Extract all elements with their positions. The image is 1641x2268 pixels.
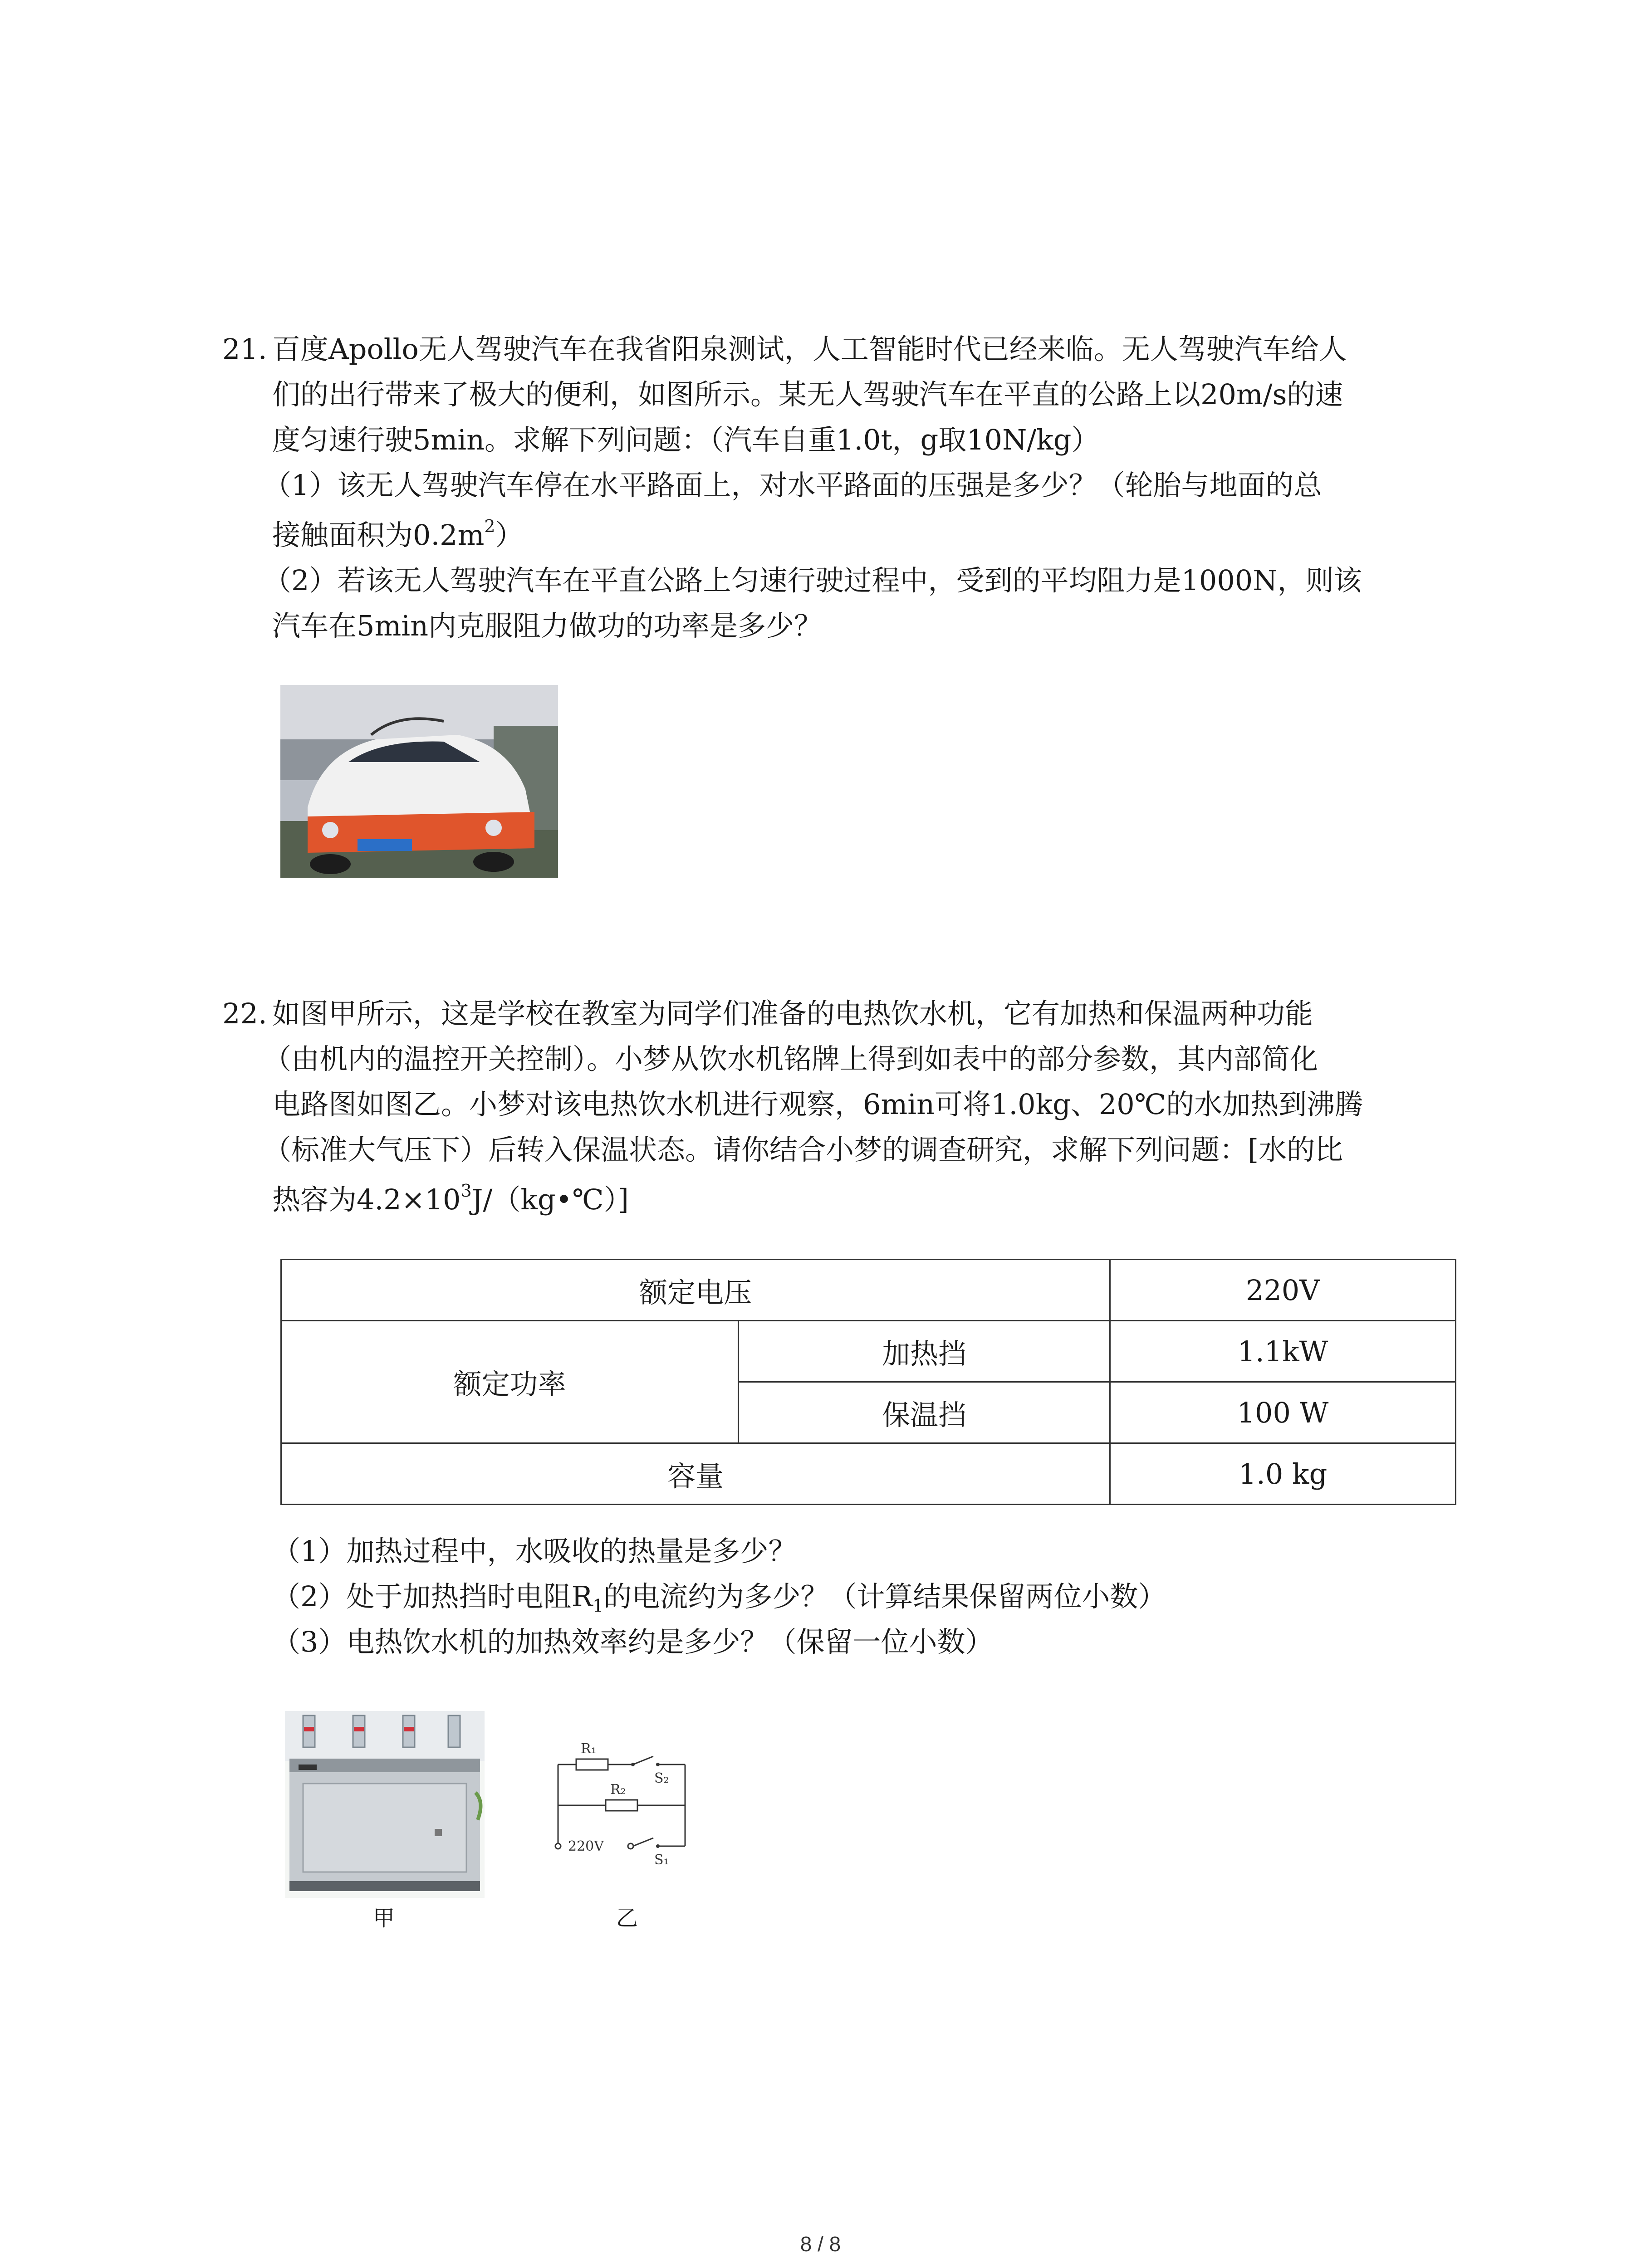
subquestion-1-continued: 接触面积为$0.2m^2$） bbox=[272, 516, 524, 552]
question-text-line: （标准大气压下）后转入保温状态。请你结合小梦的调查研究，求解下列问题：[水的比 bbox=[263, 1133, 1343, 1166]
specification-table bbox=[280, 1259, 1456, 1505]
question-22-parts bbox=[272, 1529, 1506, 1665]
table-cell: 加热挡 bbox=[738, 1321, 1110, 1382]
table-row bbox=[281, 1321, 1456, 1382]
table-cell: 1.0 kg bbox=[1110, 1443, 1455, 1505]
page-number: 8 / 8 bbox=[800, 2232, 841, 2256]
r2-label: R₂ bbox=[610, 1782, 626, 1798]
circuit-diagram bbox=[549, 1733, 699, 1896]
question-text-line: （由机内的温控开关控制）。小梦从饮水机铭牌上得到如表中的部分参数，其内部简化 bbox=[263, 1042, 1318, 1075]
table-row bbox=[281, 1443, 1456, 1505]
question-text-line: 热容为$4.2\times 10^3J/(kg•℃)$] bbox=[272, 1181, 629, 1216]
s1-label: S₁ bbox=[654, 1852, 669, 1868]
subquestion-1: （1）该无人驾驶汽车停在水平路面上，对水平路面的压强是多少？（轮胎与地面的总 bbox=[263, 469, 1322, 502]
table-cell: 1.1kW bbox=[1110, 1321, 1455, 1382]
question-22 bbox=[222, 991, 1456, 1222]
s2-label: S₂ bbox=[654, 1770, 669, 1786]
question-text-line: 们的出行带来了极大的便利，如图所示。某无人驾驶汽车在平直的公路上以20m/s的速 bbox=[272, 378, 1343, 411]
subquestion-2: （2）处于加热挡时电阻$R_1$的电流约为多少？（计算结果保留两位小数） bbox=[272, 1580, 1166, 1616]
table-cell: 100 W bbox=[1110, 1382, 1455, 1443]
r1-label: R₁ bbox=[581, 1741, 597, 1757]
voltage-label: 220V bbox=[568, 1838, 604, 1854]
table-row bbox=[281, 1260, 1456, 1321]
figure-caption: 乙 bbox=[616, 1906, 638, 1931]
question-number: 22. bbox=[222, 997, 267, 1030]
subquestion-2: （2）若该无人驾驶汽车在平直公路上匀速行驶过程中，受到的平均阻力是1000N，则该 bbox=[263, 564, 1362, 597]
autonomous-car-photo bbox=[280, 685, 558, 878]
water-dispenser-figure bbox=[285, 1711, 485, 1898]
subquestion-1: （1）加热过程中，水吸收的热量是多少？ bbox=[272, 1535, 797, 1568]
figure-caption: 甲 bbox=[373, 1906, 395, 1931]
question-text-line: 度匀速行驶5min。求解下列问题：（汽车自重1.0t，g取10N/kg） bbox=[272, 423, 1100, 456]
subquestion-2-continued: 汽车在5min内克服阻力做功的功率是多少？ bbox=[272, 609, 822, 642]
question-text-line: 百度Apollo无人驾驶汽车在我省阳泉测试，人工智能时代已经来临。无人驾驶汽车给人 bbox=[272, 332, 1347, 366]
question-text-line: 电路图如图乙。小梦对该电热饮水机进行观察，6min可将1.0kg、20℃的水加热到沸腾 bbox=[272, 1088, 1363, 1121]
table-cell: 保温挡 bbox=[738, 1382, 1110, 1443]
subquestion-3: （3）电热饮水机的加热效率约是多少？（保留一位小数） bbox=[272, 1625, 994, 1658]
table-cell: 220V bbox=[1110, 1260, 1455, 1321]
table-cell: 额定电压 bbox=[281, 1260, 1110, 1321]
table-cell: 额定功率 bbox=[281, 1321, 739, 1443]
question-text-line: 如图甲所示，这是学校在教室为同学们准备的电热饮水机，它有加热和保温两种功能 bbox=[272, 997, 1313, 1030]
question-21 bbox=[222, 327, 1456, 649]
table-cell: 容量 bbox=[281, 1443, 1110, 1505]
question-number: 21. bbox=[222, 332, 267, 366]
